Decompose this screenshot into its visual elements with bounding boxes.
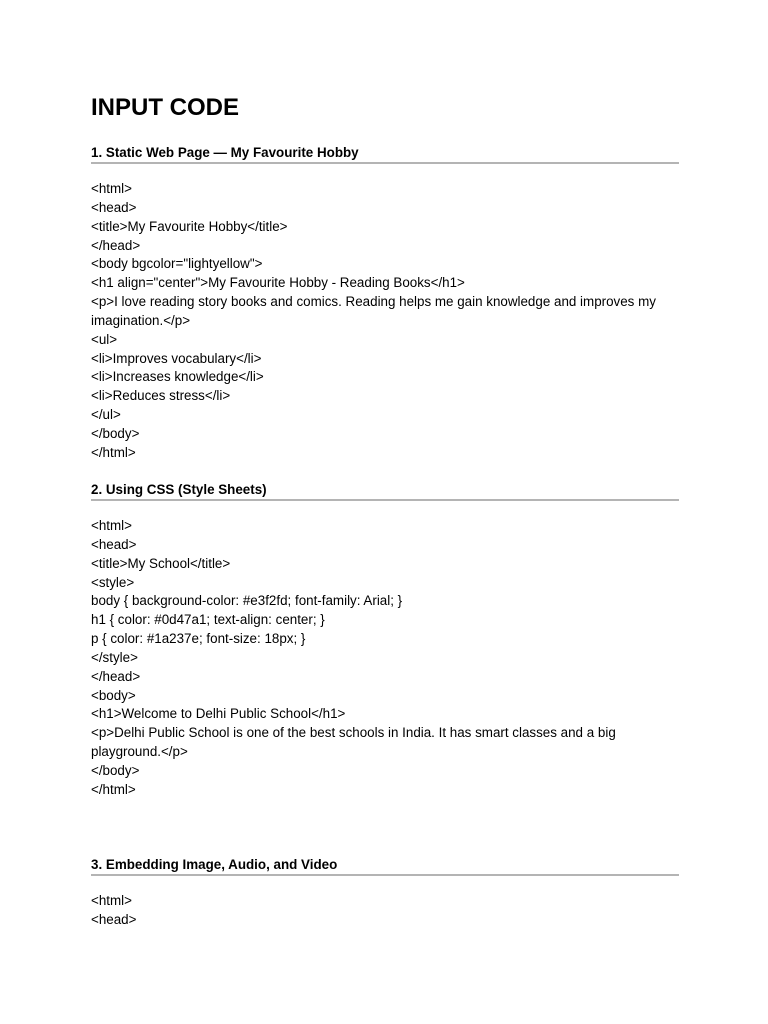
code-line: <li>Increases knowledge</li> — [91, 369, 264, 385]
code-line: <title>My School</title> — [91, 555, 231, 571]
code-line: </html> — [91, 444, 136, 460]
document-title: INPUT CODE — [91, 94, 240, 121]
code-line: <body> — [91, 687, 136, 703]
code-line: <h1 align="center">My Favourite Hobby - Reading Books</h1> — [91, 275, 465, 291]
code-line: <html> — [91, 893, 132, 908]
code-block-embedding-media — [91, 892, 679, 930]
section-heading-static-web-page: 1. Static Web Page — My Favourite Hobby — [91, 143, 679, 164]
code-line: </head> — [91, 668, 141, 684]
code-line: <li>Reduces stress</li> — [91, 388, 231, 404]
code-line: <head> — [91, 536, 137, 552]
code-line: p { color: #1a237e; font-size: 18px; } — [91, 631, 306, 647]
code-line: <head> — [91, 199, 137, 215]
code-line: <p>Delhi Public School is one of the best schools in India. It has smart classes and a big — [91, 725, 616, 741]
code-block-using-css — [91, 517, 679, 800]
code-line: h1 { color: #0d47a1; text-align: center; } — [91, 612, 325, 628]
section-heading-using-css: 2. Using CSS (Style Sheets) — [91, 480, 679, 501]
section-heading-embedding-media: 3. Embedding Image, Audio, and Video — [91, 855, 679, 876]
code-line: playground.</p> — [91, 744, 188, 760]
code-line: <html> — [91, 181, 132, 196]
code-line: imagination.</p> — [91, 312, 191, 328]
code-line: </html> — [91, 781, 136, 797]
code-line: <body bgcolor="lightyellow"> — [91, 256, 263, 272]
code-line: <ul> — [91, 331, 118, 347]
code-line: <p>I love reading story books and comics. Reading helps me gain knowledge and improves my — [91, 294, 656, 310]
code-line: <title>My Favourite Hobby</title> — [91, 218, 288, 234]
code-line: </style> — [91, 649, 138, 665]
code-line: </ul> — [91, 407, 121, 423]
code-line: body { background-color: #e3f2fd; font-family: Arial; } — [91, 593, 403, 609]
code-line: </body> — [91, 762, 140, 778]
code-line: <html> — [91, 518, 132, 533]
code-line: <head> — [91, 911, 137, 927]
code-line: <li>Improves vocabulary</li> — [91, 350, 262, 366]
code-line: </body> — [91, 425, 140, 441]
code-line: </head> — [91, 237, 141, 253]
code-line: <h1>Welcome to Delhi Public School</h1> — [91, 706, 346, 722]
code-block-static-web-page — [91, 180, 679, 463]
code-line: <style> — [91, 574, 135, 590]
